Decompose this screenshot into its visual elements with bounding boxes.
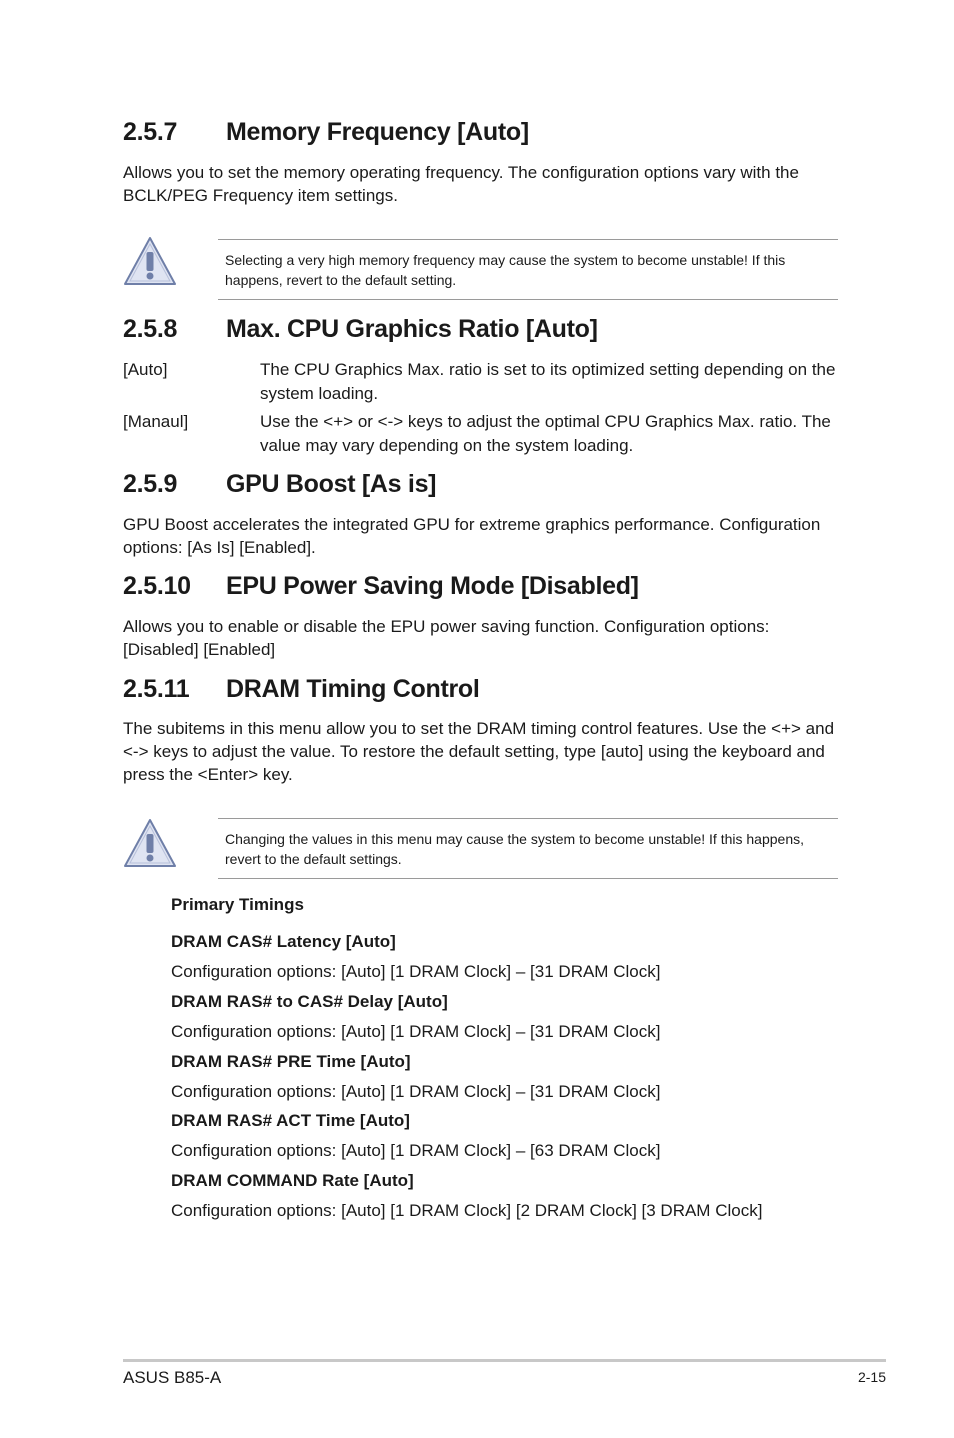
option-description: Use the <+> or <-> keys to adjust the optimal CPU Graphics Max. ratio. The value may vary depending on the system loading. xyxy=(260,412,831,455)
footer-product-name: ASUS B85-A xyxy=(123,1368,222,1387)
option-description: The CPU Graphics Max. ratio is set to its optimized setting depending on the system loading. xyxy=(260,360,836,403)
note-rule-top xyxy=(218,818,838,819)
timing-item-options: Configuration options: [Auto] [1 DRAM Clock] [2 DRAM Clock] [3 DRAM Clock] xyxy=(171,1201,763,1220)
footer-rule xyxy=(123,1359,886,1362)
timing-item-options: Configuration options: [Auto] [1 DRAM Clock] – [31 DRAM Clock] xyxy=(171,1022,661,1041)
section-number: 2.5.7 xyxy=(123,118,178,146)
section-number: 2.5.9 xyxy=(123,470,178,498)
heading-2-5-11 xyxy=(123,675,823,707)
section-title: GPU Boost [As is] xyxy=(226,470,437,498)
timing-item-options: Configuration options: [Auto] [1 DRAM Clock] – [63 DRAM Clock] xyxy=(171,1141,661,1160)
timing-item-title: DRAM CAS# Latency [Auto] xyxy=(171,932,396,951)
warning-triangle-icon xyxy=(123,818,177,868)
option-key: [Auto] xyxy=(123,360,168,379)
section-title: DRAM Timing Control xyxy=(226,675,480,703)
timing-item-title: DRAM COMMAND Rate [Auto] xyxy=(171,1171,414,1190)
note-dram-timing: Changing the values in this menu may cause the system to become unstable! If this happens, revert to the default settings. xyxy=(225,831,804,867)
heading-2-5-10 xyxy=(123,572,823,604)
timing-item-options: Configuration options: [Auto] [1 DRAM Clock] – [31 DRAM Clock] xyxy=(171,1082,661,1101)
section-number: 2.5.8 xyxy=(123,315,178,343)
note-rule-bottom xyxy=(218,878,838,879)
paragraph-gpu-boost: GPU Boost accelerates the integrated GPU for extreme graphics performance. Configuration options: [As Is] [Enabled]. xyxy=(123,515,821,557)
section-title: Memory Frequency [Auto] xyxy=(226,118,529,146)
note-rule-top xyxy=(218,239,838,240)
timing-item-title: DRAM RAS# to CAS# Delay [Auto] xyxy=(171,992,448,1011)
section-number: 2.5.10 xyxy=(123,572,191,600)
timing-item-options: Configuration options: [Auto] [1 DRAM Clock] – [31 DRAM Clock] xyxy=(171,962,661,981)
paragraph-dram-timing: The subitems in this menu allow you to set the DRAM timing control features. Use the <+> and <-> keys to adjust the value. To restore the default setting, type [auto] using the keyboard and press the <Enter> key. xyxy=(123,719,835,784)
heading-2-5-9 xyxy=(123,470,823,502)
option-key: [Manaul] xyxy=(123,412,189,431)
warning-triangle-icon xyxy=(123,236,177,286)
note-rule-bottom xyxy=(218,299,838,300)
section-title: Max. CPU Graphics Ratio [Auto] xyxy=(226,315,598,343)
primary-timings-heading: Primary Timings xyxy=(171,895,304,914)
paragraph-memory-frequency: Allows you to set the memory operating frequency. The configuration options vary with the BCLK/PEG Frequency item settings. xyxy=(123,163,799,205)
section-number: 2.5.11 xyxy=(123,675,190,703)
timing-item-title: DRAM RAS# ACT Time [Auto] xyxy=(171,1111,410,1130)
heading-2-5-8 xyxy=(123,315,823,347)
section-title: EPU Power Saving Mode [Disabled] xyxy=(226,572,639,600)
heading-2-5-7 xyxy=(123,118,823,150)
note-memory-frequency: Selecting a very high memory frequency may cause the system to become unstable! If this happens, revert to the default setting. xyxy=(225,252,786,288)
timing-item-title: DRAM RAS# PRE Time [Auto] xyxy=(171,1052,411,1071)
paragraph-epu-power-saving: Allows you to enable or disable the EPU power saving function. Configuration options: [Disabled] [Enabled] xyxy=(123,617,770,659)
footer-page-number: 2-15 xyxy=(857,1369,886,1385)
